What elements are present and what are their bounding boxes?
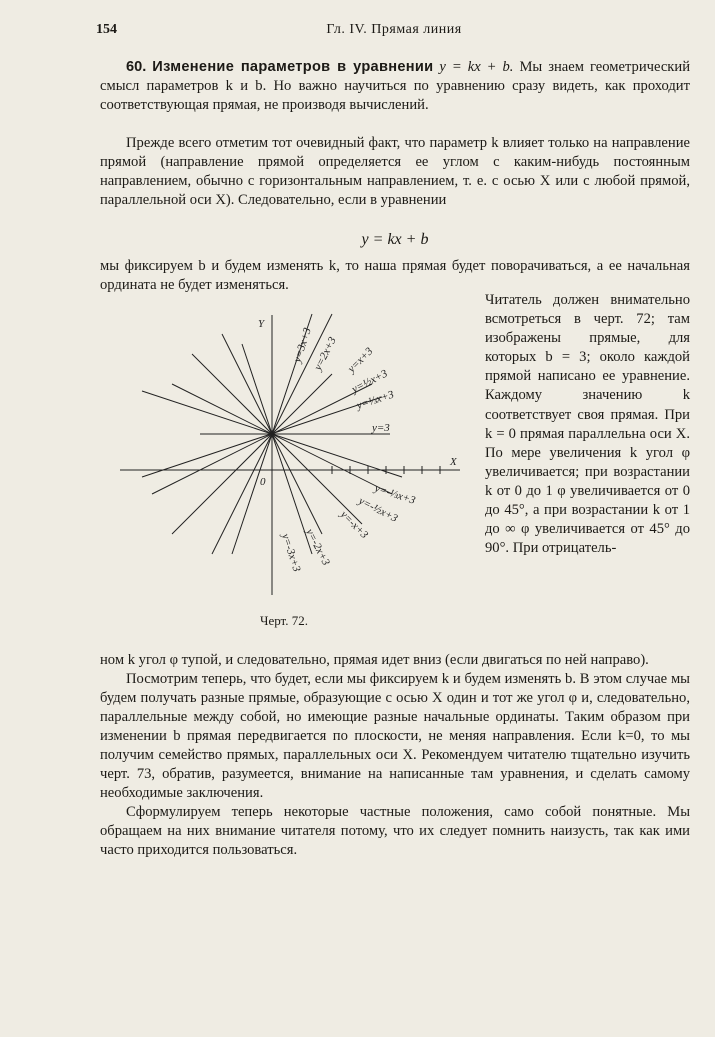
paragraph-1 bbox=[100, 58, 690, 115]
page-header bbox=[96, 22, 692, 42]
figure-caption: Черт. 72. bbox=[260, 613, 309, 628]
label-neg-3x: y=-3x+3 bbox=[279, 532, 303, 574]
label-neg-x: y=-x+3 bbox=[337, 508, 371, 542]
bottom-text bbox=[100, 651, 690, 860]
origin-label: 0 bbox=[260, 476, 266, 488]
paragraph-1-text: Мы знаем геометрический смысл параметров k и b. Но важно научиться по уравнению сразу видеть, как проходит соответствующая прямая, не производя вычислений. bbox=[100, 59, 691, 113]
y-axis-label: Y bbox=[258, 318, 265, 330]
paragraph-4: Посмотрим теперь, что будет, если мы фиксируем k и будем изменять b. В этом случае мы будем получать разные прямые, образующие с осью X один и тот же угол φ и, следовательно, параллельные между собой, но имеющие разные начальные ординаты. Таким образом при изменении b прямая передвигается по плоскости, не меняя направления. Если k=0, то мы получим семейство прямых, параллельных оси X. Рекомендуем читателю тщательно изучить черт. 73, обратив, разумеется, внимание на написанные там уравнения, и сделать самому необходимые заключения. bbox=[100, 671, 690, 801]
label-neg-third-x: y=-⅓x+3 bbox=[373, 482, 417, 507]
section-title: Изменение параметров в уравнении bbox=[152, 59, 434, 75]
x-axis-label: X bbox=[450, 456, 457, 468]
label-3x: y=3x+3 bbox=[291, 326, 314, 364]
paragraph-5: Сформулируем теперь некоторые частные положения, само собой понятные. Мы обращаем на них внимание читателя потому, что их следует помнить наизусть, так как ими часто приходится пользоваться. bbox=[100, 804, 690, 858]
paragraph-3-start bbox=[100, 257, 690, 295]
label-2x: y=2x+3 bbox=[311, 335, 339, 373]
paragraph-3-start-text: мы фиксируем b и будем изменять k, то наша прямая будет поворачиваться, а ее начальная ордината не будет изменяться. bbox=[100, 258, 690, 293]
label-third-x: y=⅓x+3 bbox=[355, 388, 396, 412]
page-number: 154 bbox=[96, 22, 117, 37]
label-half-x: y=½x+3 bbox=[349, 367, 390, 396]
figure-72 bbox=[110, 305, 470, 635]
label-x: y=x+3 bbox=[345, 345, 376, 376]
label-neg-half-x: y=-½x+3 bbox=[356, 494, 400, 525]
paragraph-2 bbox=[100, 134, 690, 210]
running-head: Гл. IV. Прямая линия bbox=[326, 22, 462, 37]
paragraph-3-end: ном k угол φ тупой, и следовательно, прямая идет вниз (если двигаться по ней направо). bbox=[100, 652, 649, 668]
label-neg-2x: y=-2x+3 bbox=[303, 526, 332, 568]
label-y-3: y=3 bbox=[372, 422, 390, 434]
line-neg-x bbox=[192, 354, 362, 524]
display-formula: y = kx + b bbox=[361, 231, 429, 248]
line-x bbox=[172, 374, 332, 534]
figure-72-diagram bbox=[110, 305, 470, 635]
section-number: 60. bbox=[126, 59, 147, 75]
paragraph-2-text: Прежде всего отметим тот очевидный факт, что параметр k влияет только на направление прямой (направление прямой определяется ее углом с каким-нибудь постоянным направлением, обычно с горизонтальным направлением, т. е. с осью X или с любой прямой, параллельной оси X). Следовательно, если в уравнении bbox=[100, 135, 690, 208]
paragraph-3-side: Читатель должен внимательно всмотреться в черт. 72; там изображены прямые, для которых b = 3; около каждой прямой написано ее уравнение. Каждому значению k соответствует своя прямая. При k = 0 прямая параллельна оси X. По мере увеличения k угол φ увеличивается; при возрастании k от 0 до 1 φ увеличивается от 0 до 45°, а при возрастании k от 1 до ∞ φ увеличивается от 45° до 90°. При отрицатель- bbox=[485, 292, 690, 557]
section-title-equation: y = kx + b. bbox=[439, 59, 514, 75]
